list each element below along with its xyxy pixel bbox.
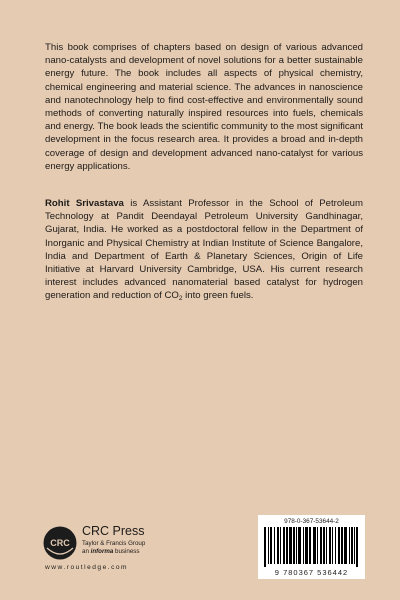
- barcode-bar: [283, 527, 285, 564]
- publisher-group: Taylor & Francis Group: [82, 540, 146, 547]
- barcode-bar: [323, 527, 325, 564]
- author-bio: [45, 197, 363, 303]
- barcode-bar: [344, 527, 347, 564]
- barcode-bar: [280, 527, 281, 564]
- barcode-bar: [356, 527, 358, 567]
- barcode-bar: [320, 527, 322, 564]
- barcode-bar: [335, 527, 336, 564]
- barcode-bar: [296, 527, 297, 564]
- barcode-bar: [317, 527, 318, 564]
- barcode-bar: [274, 527, 275, 564]
- barcode-bar: [338, 527, 340, 564]
- barcode-number-rest: 780367 536442: [283, 568, 349, 577]
- barcode-bar: [298, 527, 301, 564]
- author-bio-text: is Assistant Professor in the School of Petroleum Technology at Pandit Deendayal Petroleum University Gandhinagar, Gujarat, India. He worked as a postdoctoral fellow in the Department of Inorganic and Physical Chemistry at Indian Institute of Science Bangalore, India and Department of Earth & Planetary Sciences, Origin of Life Initiative at Harvard University Cambridge, USA. His current research interest includes advanced nanomaterial based catalyst for hydrogen generation and reduction of CO: [45, 198, 363, 302]
- business-brand: informa: [90, 548, 114, 555]
- barcode-bar: [270, 527, 272, 564]
- barcode-bar: [309, 527, 311, 564]
- barcode-box: [258, 515, 365, 579]
- business-prefix: an: [82, 548, 91, 555]
- barcode-number: [258, 568, 365, 577]
- barcode-number-first: 9: [274, 568, 280, 577]
- barcode-bar: [341, 527, 343, 564]
- barcode-bar: [305, 527, 308, 564]
- barcode-bar: [349, 527, 350, 564]
- business-suffix: business: [113, 548, 140, 555]
- barcode-bar: [286, 527, 288, 564]
- barcode-bars: [264, 527, 359, 567]
- publisher-name: CRC Press: [82, 524, 145, 538]
- book-description: [45, 41, 363, 173]
- barcode-bar: [303, 527, 304, 564]
- barcode-bar: [277, 527, 279, 564]
- barcode-bar: [313, 527, 316, 564]
- author-bio-end: into green fuels.: [182, 290, 254, 302]
- logo-text: CRC: [50, 538, 70, 548]
- barcode-bar: [354, 527, 355, 564]
- barcode-bar: [268, 527, 269, 564]
- publisher-business: [82, 548, 139, 556]
- barcode-bar: [332, 527, 333, 564]
- author-name: Rohit Srivastava: [45, 198, 124, 209]
- barcode-bar: [293, 527, 295, 564]
- publisher-website: www.routledge.com: [45, 564, 129, 571]
- barcode-bar: [264, 527, 266, 567]
- barcode-bar: [351, 527, 353, 564]
- barcode-bar: [289, 527, 292, 564]
- barcode-bar: [326, 527, 327, 564]
- description-text: This book comprises of chapters based on design of various advanced nano-catalysts and development of novel solutions for a better sustainable energy future. The book includes all aspects of physical chemistry, chemical engineering and material science. The advances in nanoscience and nanotechnology help to find cost-effective and environmentally sound methods of converting naturally inspired resources into fuels, chemicals and energy. The book leads the scientific community to the most significant development in the focus research area. It provides a broad and in-depth coverage of design and development advanced nano-catalyst for various energy applications.: [45, 42, 364, 172]
- crc-press-logo-icon: [43, 526, 77, 560]
- co2-subscript: 2: [178, 295, 183, 303]
- barcode-bar: [329, 527, 331, 564]
- isbn-label: 978-0-367-53644-2: [284, 518, 339, 525]
